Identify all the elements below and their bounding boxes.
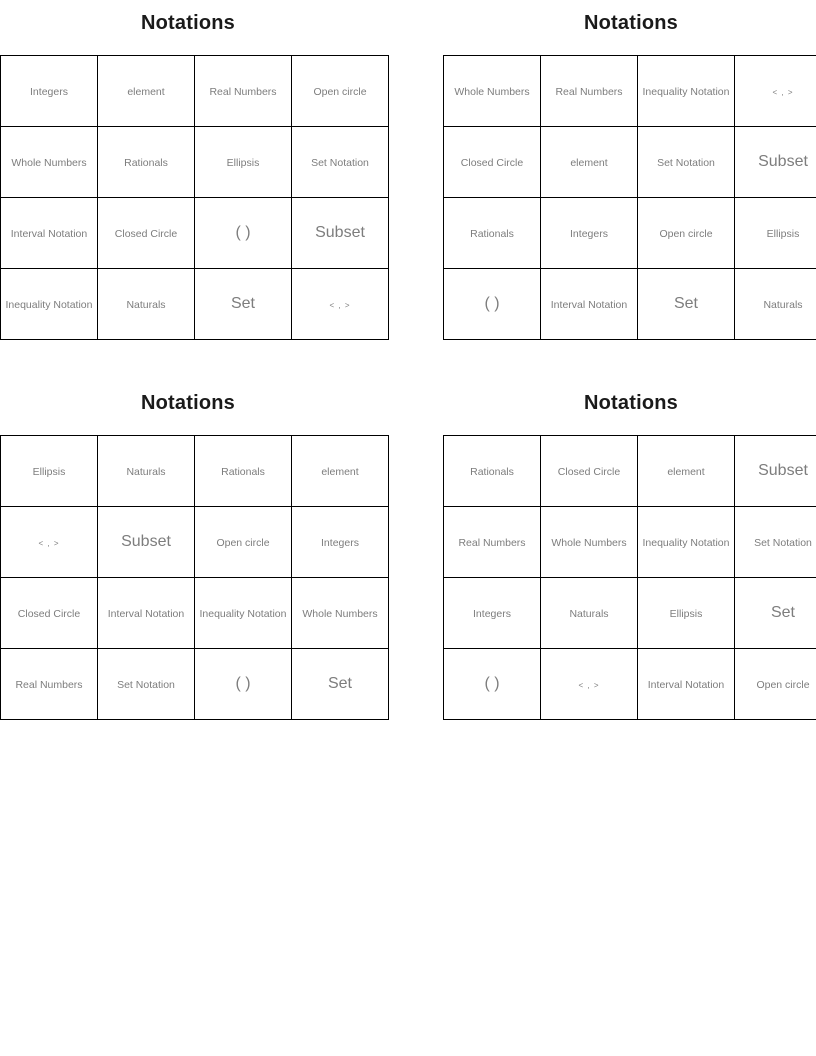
bingo-cell-label: Integers [321, 537, 359, 549]
bingo-cell [638, 56, 735, 127]
bingo-cell [292, 578, 389, 649]
bingo-grid-body [1, 436, 389, 720]
bingo-cell-label: Ellipsis [226, 157, 260, 169]
bingo-cell-label: ( ) [484, 675, 500, 693]
bingo-cell [638, 578, 735, 649]
bingo-row [1, 578, 389, 649]
bingo-row [444, 127, 816, 198]
bingo-cell-label: < , > [772, 88, 794, 97]
bingo-cell-label: Set Notation [754, 537, 812, 549]
bingo-cell-label: Interval Notation [10, 228, 88, 240]
bingo-row [444, 649, 816, 720]
bingo-cell [292, 198, 389, 269]
bingo-cell-label: < , > [578, 681, 600, 690]
bingo-cell-label: Open circle [313, 86, 367, 98]
bingo-row [444, 578, 816, 649]
bingo-cell [195, 436, 292, 507]
bingo-cell-label: < , > [38, 539, 60, 548]
bingo-cell-label: Rationals [221, 466, 265, 478]
bingo-cell [735, 578, 816, 649]
bingo-cell-label: Naturals [569, 608, 609, 620]
bingo-cell [195, 56, 292, 127]
card-title: Notations [140, 12, 236, 34]
bingo-grid-body [1, 56, 389, 340]
bingo-cell [638, 649, 735, 720]
bingo-cell [1, 269, 98, 340]
bingo-cell [98, 269, 195, 340]
bingo-cell [195, 649, 292, 720]
bingo-cell [1, 436, 98, 507]
bingo-cell [98, 198, 195, 269]
bingo-cell [638, 436, 735, 507]
bingo-cell [98, 56, 195, 127]
bingo-cell-label: Subset [315, 224, 365, 242]
bingo-grid-body [444, 436, 816, 720]
bingo-cell-label: Set [327, 675, 352, 693]
bingo-cell-label: Interval Notation [550, 299, 628, 311]
bingo-cell-label: Open circle [756, 679, 810, 691]
bingo-cell [1, 578, 98, 649]
bingo-cell [541, 578, 638, 649]
bingo-cell [444, 56, 541, 127]
bingo-cell [444, 578, 541, 649]
bingo-row [1, 649, 389, 720]
bingo-cell-label: < , > [329, 301, 351, 310]
bingo-cell-label: Whole Numbers [11, 157, 87, 169]
bingo-cell-label: Integers [570, 228, 608, 240]
bingo-row [444, 436, 816, 507]
bingo-cell-label: Subset [121, 533, 171, 551]
bingo-cell [444, 269, 541, 340]
bingo-cell [98, 127, 195, 198]
bingo-cell [735, 507, 816, 578]
bingo-cell [735, 198, 816, 269]
bingo-cell [98, 436, 195, 507]
bingo-cell [195, 507, 292, 578]
bingo-cell [1, 649, 98, 720]
bingo-cell [98, 649, 195, 720]
bingo-cell [444, 507, 541, 578]
bingo-cell-label: Rationals [470, 466, 514, 478]
card-title: Notations [583, 392, 679, 414]
bingo-cell [444, 436, 541, 507]
bingo-cell-label: Open circle [659, 228, 713, 240]
bingo-cell [638, 507, 735, 578]
bingo-row [1, 436, 389, 507]
bingo-cell-label: Set [770, 604, 795, 622]
bingo-row [444, 507, 816, 578]
bingo-cell [541, 649, 638, 720]
bingo-cell [735, 56, 816, 127]
bingo-grid [443, 435, 816, 720]
bingo-cell-label: Whole Numbers [454, 86, 530, 98]
bingo-cell [195, 127, 292, 198]
bingo-cell-label: Set [673, 295, 698, 313]
bingo-row [1, 507, 389, 578]
bingo-cell-label: Naturals [763, 299, 803, 311]
bingo-cell-label: Naturals [126, 466, 166, 478]
bingo-cell-label: Inequality Notation [642, 86, 730, 98]
card-title: Notations [140, 392, 236, 414]
bingo-cell-label: ( ) [484, 295, 500, 313]
bingo-cell [444, 649, 541, 720]
bingo-cell [444, 198, 541, 269]
bingo-cell [292, 269, 389, 340]
bingo-cell-label: Real Numbers [458, 537, 526, 549]
bingo-cell-label: Naturals [126, 299, 166, 311]
bingo-cell [292, 507, 389, 578]
bingo-cell-label: ( ) [235, 675, 251, 693]
bingo-cell-label: Closed Circle [17, 608, 81, 620]
bingo-cell-label: Whole Numbers [302, 608, 378, 620]
bingo-cell-label: Set [230, 295, 255, 313]
bingo-cell-label: Real Numbers [15, 679, 83, 691]
bingo-cell-label: Rationals [470, 228, 514, 240]
bingo-grid [443, 55, 816, 340]
bingo-cell-label: Ellipsis [669, 608, 703, 620]
bingo-grid-body [444, 56, 816, 340]
bingo-cell [541, 198, 638, 269]
bingo-grid [0, 55, 389, 340]
bingo-cell [541, 436, 638, 507]
bingo-cell-label: Interval Notation [107, 608, 185, 620]
bingo-cell-label: Interval Notation [647, 679, 725, 691]
bingo-grid [0, 435, 389, 720]
bingo-cell [292, 56, 389, 127]
bingo-cell-label: Whole Numbers [551, 537, 627, 549]
bingo-cell-label: Closed Circle [557, 466, 621, 478]
bingo-row [444, 56, 816, 127]
bingo-cell [1, 56, 98, 127]
bingo-row [1, 56, 389, 127]
bingo-cell-label: Integers [30, 86, 68, 98]
bingo-cell [638, 198, 735, 269]
bingo-cell [444, 127, 541, 198]
bingo-cell-label: element [570, 157, 608, 169]
bingo-cell [541, 56, 638, 127]
bingo-cell-label: Inequality Notation [642, 537, 730, 549]
bingo-cell [638, 127, 735, 198]
bingo-cell-label: element [127, 86, 165, 98]
bingo-cell [541, 269, 638, 340]
bingo-cell-label: Closed Circle [114, 228, 178, 240]
bingo-cell [1, 507, 98, 578]
bingo-cell-label: Subset [758, 462, 808, 480]
bingo-cell [195, 198, 292, 269]
bingo-cell-label: Integers [473, 608, 511, 620]
bingo-cell-label: Subset [758, 153, 808, 171]
bingo-row [444, 198, 816, 269]
bingo-row [444, 269, 816, 340]
card-title: Notations [583, 12, 679, 34]
bingo-cell-label: Real Numbers [209, 86, 277, 98]
bingo-cell [1, 198, 98, 269]
bingo-cell-label: Set Notation [657, 157, 715, 169]
bingo-cell-label: Ellipsis [32, 466, 66, 478]
bingo-row [1, 198, 389, 269]
bingo-cell-label: element [667, 466, 705, 478]
bingo-cell-label: Real Numbers [555, 86, 623, 98]
bingo-cell-label: Set Notation [117, 679, 175, 691]
bingo-row [1, 269, 389, 340]
bingo-cell-label: Rationals [124, 157, 168, 169]
bingo-cell [735, 436, 816, 507]
bingo-row [1, 127, 389, 198]
bingo-cell-label: Inequality Notation [199, 608, 287, 620]
bingo-cell [195, 269, 292, 340]
bingo-cell [292, 127, 389, 198]
bingo-cell-label: Inequality Notation [5, 299, 93, 311]
bingo-cell [98, 507, 195, 578]
bingo-cell-label: element [321, 466, 359, 478]
bingo-cell [638, 269, 735, 340]
bingo-cell [292, 649, 389, 720]
bingo-cell [1, 127, 98, 198]
bingo-cell-label: Open circle [216, 537, 270, 549]
bingo-cell-label: Closed Circle [460, 157, 524, 169]
bingo-cell [735, 269, 816, 340]
bingo-cell [98, 578, 195, 649]
bingo-cell-label: ( ) [235, 224, 251, 242]
bingo-cell-label: Ellipsis [766, 228, 800, 240]
bingo-cell [735, 649, 816, 720]
bingo-cell [541, 127, 638, 198]
bingo-cell [292, 436, 389, 507]
bingo-cell-label: Set Notation [311, 157, 369, 169]
bingo-cell [541, 507, 638, 578]
bingo-cell [735, 127, 816, 198]
bingo-cell [195, 578, 292, 649]
